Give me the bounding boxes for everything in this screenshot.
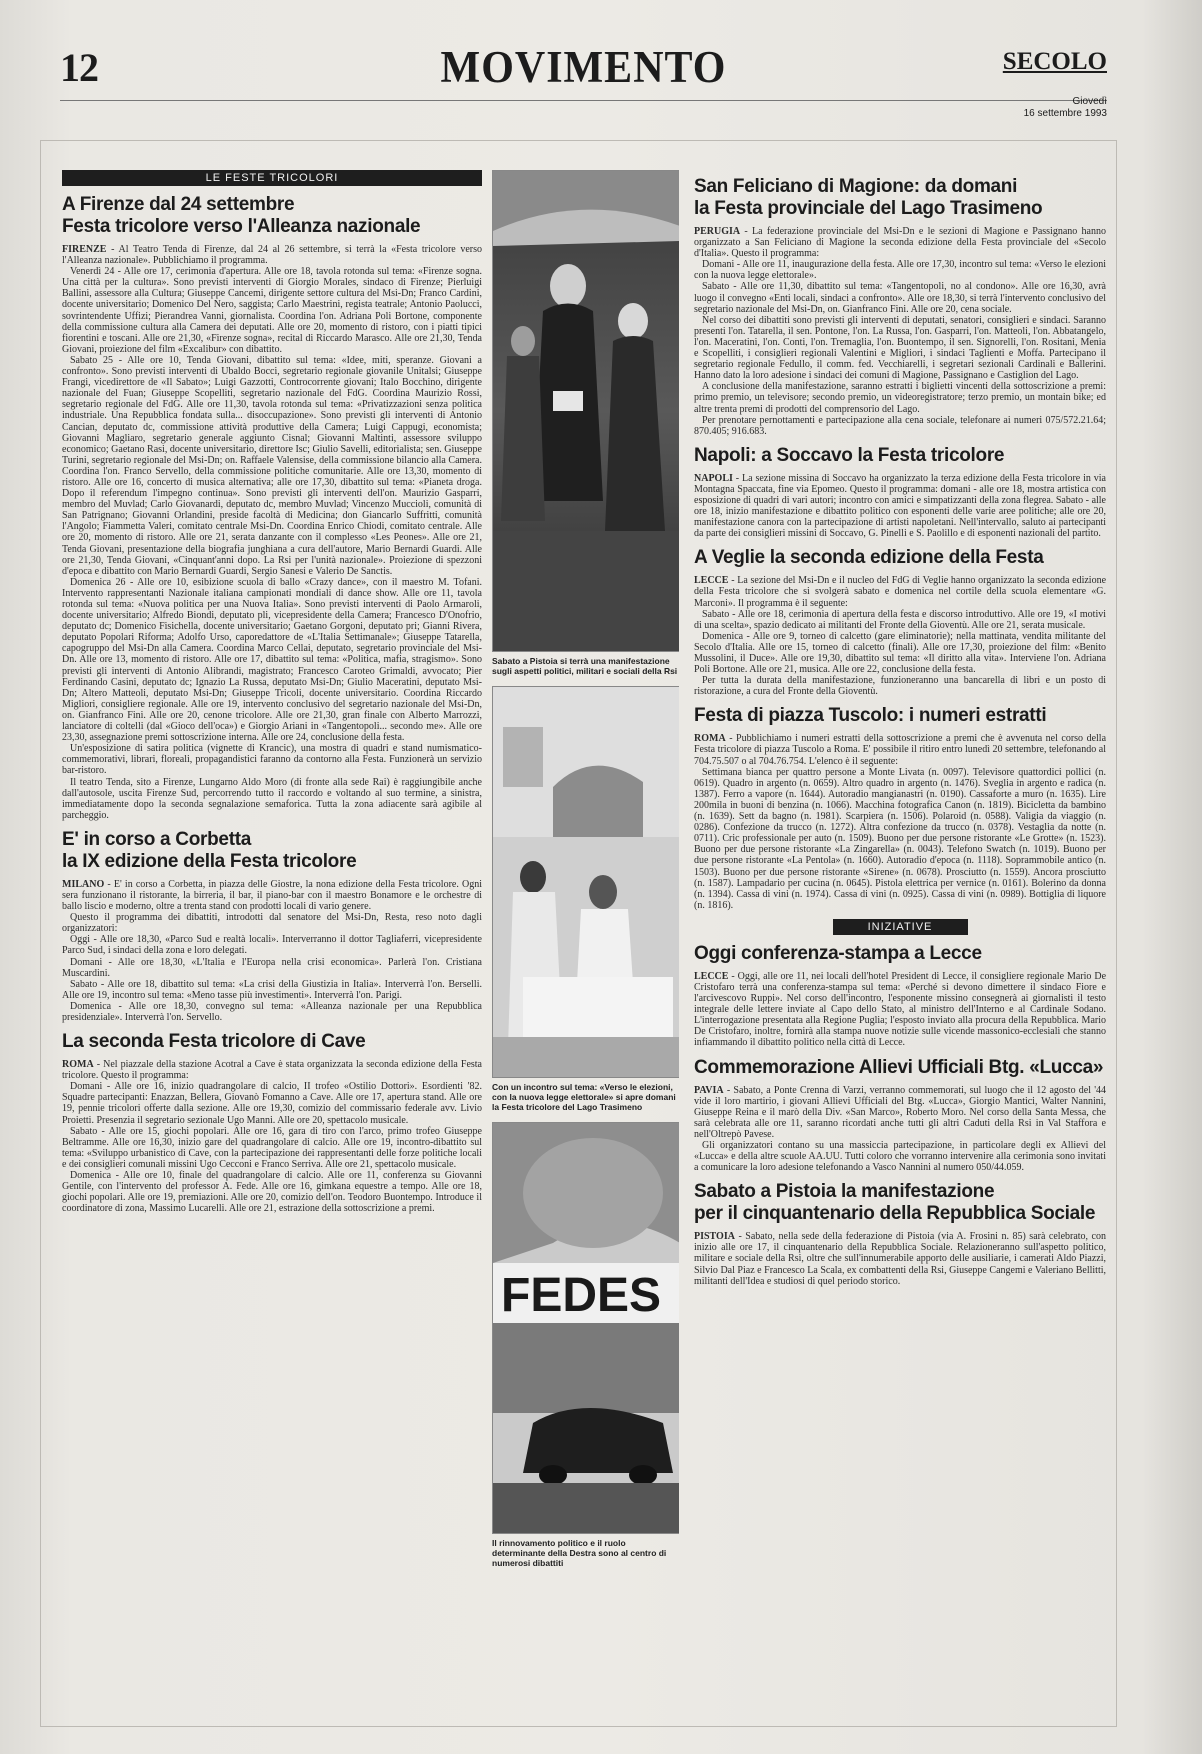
paragraph: Domenica - Alle ore 10, finale del quadrangolare di calcio. Alle ore 11, conferenza su Giovanni Gentile, con l'intervento del professor A. Fede. Alle ore 16, gimkana equestre a tempo. Alle ore 18, giochi popolari. Alle ore 19, premiazioni. Alle ore 20, comizio dell'on. Teodoro Buontempo. Introduce il coordinatore di zona, Massimo Lucarelli. Alle ore 21, estrazione della sottoscrizione a premi. — [62, 1170, 482, 1215]
article-body — [694, 473, 1106, 540]
article-body — [694, 575, 1106, 697]
paragraph: Il teatro Tenda, sito a Firenze, Lungarno Aldo Moro (di fronte alla sede Rai) è raggiungibile anche dall'autosole, uscita Firenze Sud, percorrendo tutto il raccordo e voltando al suo termine, a sinistra, immediatamente dopo la seconda segnalazione semaforica. Tutta la zona adiacente sarà agibile al parcheggio. — [62, 776, 482, 821]
article-pistoia — [694, 1181, 1106, 1286]
dateline: LECCE — [694, 575, 729, 587]
article-cave — [62, 1031, 482, 1214]
paragraph: - La sezione del Msi-Dn e il nucleo del FdG di Veglie hanno organizzato la seconda edizione della Festa tricolore che si svolgerà sabato e domenica nel cortile della scuola elementare «G. Marconi». Il programma è il seguente: — [694, 575, 1106, 609]
issue-date — [1024, 96, 1107, 120]
dateline: PERUGIA — [694, 226, 741, 237]
paragraph: Oggi - Alle ore 18,30, «Parco Sud e realtà locali». Interverranno il dottor Tagliaferri, vicepresidente Parco Sud, i sindaci della zona e loro delegati. — [62, 934, 482, 957]
dateline: MILANO — [62, 878, 105, 890]
issue-weekday: Giovedì — [1072, 96, 1107, 107]
paragraph: Domenica 26 - Alle ore 10, esibizione scuola di ballo «Crazy dance», con il maestro M. Tofani. Intervento rappresentanti Nazionale italiana campionati mondiali di dance show. Alle ore 11, tavola rotonda sul tema: «Nuova politica per una Nuova Italia». Sono previsti interventi di Paolo Armaroli, docente universitario; Alfredo Biondi, deputato pli, vicepresidente della Camera; Francesco D'Onofrio, deputato dc; Domenico Fisichella, docente universitario; Gaetano Gorgoni, deputato pri; Gianni Rivera, deputato Popolari Riforma; Adolfo Urso, caporedattore de «L'Italia Settimanale»; Giuseppe Tatarella, capogruppo del Msi-Dn alla Camera. Coordina Marco Cellai, deputato, segretario provinciale del Msi-Dn. Alle ore 13, momento di ristoro. Alle ore 17, dibattito sul tema: «Politica, mafia, stragismo». Sono previsti gli interventi di Antonio Alibrandi, magistrato; Francesco Caroteo Grimaldi, avvocato; Pier Ferdinando Casini, deputato dc; Ignazio La Russa, deputato Msi-Dn; Giulio Maceratini, deputato Msi-Dn; Altero Matteoli, deputato Msi-Dn; Giuseppe Tricoli, docente universitario. Coordina Riccardo Migliori, consigliere regionale. Alle ore 19, intervento conclusivo del segretario nazionale del Msi-Dn, on. Gianfranco Fini. Alle ore 20, cenone tricolore. Alle ore 21,30, gran finale con Alberto Marrozzi, lanciatore di coltelli (dal «Gioco dell'oca») e Giorgio Ariani in «Tangentopoli... secondo me». Alle ore 23,30, assegnazione premi sottoscrizione interna. Alle ore 24, conclusione della festa. — [62, 576, 482, 744]
headline-line-2: Festa tricolore verso l'Alleanza nazionale — [62, 216, 421, 237]
paragraph: - Pubblichiamo i numeri estratti della sottoscrizione a premi che è avvenuta nel corso della Festa tricolore di piazza Tuscolo a Roma. E' possibile il ritiro entro lunedì 20 settembre, telefonando al 704.75.507 o al 704.76.754. L'elenco è il seguente: — [694, 733, 1106, 767]
headline-line-1: A Firenze dal 24 settembre — [62, 194, 295, 215]
paragraph: Sabato - Alle ore 18, dibattito sul tema: «La crisi della Giustizia in Italia». Interverrà l'on. Berselli. Alle ore 19, incontro sul tema: «Meno tasse più investimenti». Interverrà l'on. Parigi. — [62, 978, 482, 1001]
article-lecce-press — [694, 943, 1106, 1049]
article-headline — [694, 1057, 1106, 1079]
headline-line-1: La seconda Festa tricolore di Cave — [62, 1031, 366, 1053]
headline-line-1: Oggi conferenza-stampa a Lecce — [694, 942, 982, 964]
article-headline — [62, 194, 482, 238]
left-column — [62, 170, 482, 1724]
dateline: FIRENZE — [62, 244, 107, 255]
headline-line-1: E' in corso a Corbetta — [62, 828, 252, 850]
section-tag-iniziative: INIZIATIVE — [833, 919, 968, 935]
article-headline — [694, 943, 1106, 965]
dateline: ROMA — [62, 1059, 94, 1071]
article-body — [62, 1059, 482, 1214]
issue-full-date: 16 settembre 1993 — [1023, 108, 1107, 119]
photo-caption: Sabato a Pistoia si terrà una manifestazione sugli aspetti politici, militari e sociali della Rsi — [492, 656, 678, 676]
article-tuscolo — [694, 705, 1106, 911]
headline-line-1: San Feliciano di Magione: da domani — [694, 176, 1018, 197]
headline-line-1: Commemorazione Allievi Ufficiali Btg. «Lucca» — [694, 1056, 1104, 1078]
paragraph: Domani - Alle ore 18,30, «L'Italia e l'Europa nella crisi economica». Parlerà l'on. Cristiana Muscardini. — [62, 956, 482, 979]
section-tag: LE FESTE TRICOLORI — [62, 170, 482, 186]
photo-street-banner — [492, 1122, 679, 1534]
article-headline — [694, 547, 1106, 569]
headline-line-1: Sabato a Pistoia la manifestazione — [694, 1181, 995, 1203]
photo-caption: Il rinnovamento politico e il ruolo determinante della Destra sono al centro di numerosi dibattiti — [492, 1538, 667, 1568]
article-headline — [694, 1181, 1106, 1225]
paragraph: - Nel piazzale della stazione Acotral a Cave è stata organizzata la seconda edizione della Festa tricolore. Questo il programma: — [62, 1059, 482, 1082]
photo-trasimeno-meeting — [492, 686, 679, 1078]
paragraph: Sabato 25 - Alle ore 10, Tenda Giovani, dibattito sul tema: «Idee, miti, speranze. Giovani a confronto». Sono previsti interventi di Ubaldo Bocci, segretario regionale giovanile Unitalsi; Giuseppe Frangi, vicedirettore de «Il Sabato»; Luigi Gazzotti, Controcorrente giovani; Italo Bocchino, dirigente nazionale del Fuan; Giuseppe Scopelliti, segretario nazionale del FdG. Coordina Maurizio Rossi, segretario regionale del FdG. Alle ore 11,30, tavola rotonda sul tema: «Privatizzazioni senza politica industriale. Una Repubblica fondata sulla... disoccupazione». Sono previsti gli interventi di Antonio Cancian, deputato dc, commissione attività produttive della Camera; Luigi Cappugi, economista; Giovanni Magliaro, segretario generale aggiunto Cisnal; Giovanni Maltinti, assessore sviluppo economico; Gaetano Rasi, docente universitario, direttore Isc; Giulio Savelli, editorialista; sen. Giuseppe Turini, segretario regionale del Msi-Dn; on. Raffaele Valensise, della commissione bilancio alla Camera. Coordina l'on. Franco Servello, della commissione politiche comunitarie. Alle ore 13,30, momento di ristoro. Alle ore 16, concerto di musica alternativa; alle ore 17,30, dibattito sul tema: «Pianeta droga. Dopo il referendum l'impegno continua». Sono previsti gli interventi dell'on. Maurizio Gasparri, membro del Muvlad; Carlo Giovanardi, deputato dc, membro Muvlad; Vincenzo Muccioli, comunità di San Patrignano; Giovanni Orlandini, preside facoltà di Medicina; don Giancarlo Suffritti, comunità l'Angolo; Fiammetta Valeri, comitato centrale Msi-Dn. Coordina Enrico Chiodi, comitato centrale. Alle ore 20, momento di ristoro. Alle ore 21, serata danzante con il complesso «Les Peones». Alle ore 21, Tenda Giovani, presentazione della biografia junghiana a cura dell'autore, Mario Bernardi Guardi. Alle ore 21,30, Tenda Giovani, «Cinquant'anni dopo. La Rsi per l'unità nazionale». Proiezione di spezzoni d'epoca e dibattito con Mario Bernardi Guardi, Sergio Sanesi e Valerio De Sanctis. — [62, 354, 482, 577]
paragraph: Per prenotare pernottamenti e partecipazione alla cena sociale, telefonare ai numeri 075/572.21.64; 870.405; 916.683. — [694, 414, 1106, 437]
headline-line-2: la Festa provinciale del Lago Trasimeno — [694, 198, 1043, 219]
headline-line-1: Napoli: a Soccavo la Festa tricolore — [694, 444, 1005, 466]
paragraph: Domenica - Alle ore 18,30, convegno sul tema: «Alleanza nazionale per una Repubblica presidenziale». Interverrà l'on. Servello. — [62, 1000, 482, 1023]
masthead — [60, 40, 1107, 119]
paragraph: - Oggi, alle ore 11, nei locali dell'hotel President di Lecce, il consigliere regionale Mario De Cristofaro terrà una conferenza-stampa sul tema: «Perché si devono dimettere il sindaco Fiore e l'arcivescovo Ruppi». Nel corso dell'incontro, l'esponente missino consegnerà ai giornalisti il testo integrale delle lettere inviate al Capo dello Stato, al ministro dell'Interno e al Cardinale Sodano. L'interrogazione presentata alla Regione Puglia; l'esposto inviato alla procura della Repubblica. Mario De Cristofaro, inoltre, fornirà alla stampa nuove notizie sulle vicende massonico-ecclesiali che stanno infiammando il dibattito politico nella città di Lecce. — [694, 970, 1106, 1049]
dateline: PAVIA — [694, 1084, 724, 1096]
article-headline — [62, 829, 482, 873]
article-headline — [694, 705, 1106, 727]
paragraph: Nel corso dei dibattiti sono previsti gli interventi di deputati, senatori, consiglieri e sindaci. Saranno presenti l'on. Tatarella, il sen. Pontone, l'on. La Russa, l'on. Gasparri, l'on. Matteoli, l'on. Abbatangelo, l'on. Maceratini, l'on. Conti, l'on. Tremaglia, l'on. Buontempo, il sen. Signorelli, l'on. Rositani, Menia e Scopelliti, i consiglieri regionali Valentini e Migliori, i sindaci Taglienti e Moffa. Partecipano il segretario regionale Fedullo, il comm. fed. Vecchiarelli, i segretari sezionali Cardinali e Ballerini. Hanno dato la loro adesione i sindaci dei comuni di Magione, Passignano e Castiglion del Lago. — [694, 314, 1106, 382]
article-body — [694, 1085, 1106, 1174]
photo-image — [493, 171, 679, 651]
headline-line-2: per il cinquantenario della Repubblica Sociale — [694, 1203, 1096, 1225]
page-number: 12 — [60, 45, 98, 90]
section-title: MOVIMENTO — [440, 43, 727, 93]
right-column — [694, 170, 1106, 1724]
article-body — [62, 244, 482, 821]
headline-line-2: la IX edizione della Festa tricolore — [62, 850, 357, 872]
dateline: ROMA — [694, 733, 726, 745]
paragraph: - E' in corso a Corbetta, in piazza delle Giostre, la nona edizione della Festa tricolore. Ogni sera funzionano il ristorante, la birreria, il bar, il piano-bar con il maestro Bonamore e le orchestre di ballo liscio e moderno, oltre a trenta stand con prodotti locali di vario genere. — [62, 878, 482, 913]
paragraph: Un'esposizione di satira politica (vignette di Krancic), una mostra di quadri e stand numismatico-commemorativi, librari, floreali, propagandistici faranno da contorno alla Festa. Funzionerà un servizio bar-ristoro. — [62, 743, 482, 777]
article-magione — [694, 176, 1106, 437]
dateline: LECCE — [694, 970, 729, 982]
paragraph: Sabato - Alle ore 11,30, dibattito sul tema: «Tangentopoli, no al condono». Alle ore 16,30, avrà luogo il convegno «Enti locali, sindaci a confronto». Alle ore 18,30, si terrà l'intervento conclusivo del segretario nazionale del Msi-Dn, on. Gianfranco Fini. Alle ore 20, cena sociale. — [694, 281, 1106, 315]
photo-caption: Con un incontro sul tema: «Verso le elezioni, con la nuova legge elettorale» si apre domani la Festa tricolore del Lago Trasimeno — [492, 1082, 676, 1112]
banner-text: FEDES — [501, 1269, 662, 1322]
article-body — [694, 971, 1106, 1049]
paragraph: - Sabato, a Ponte Crenna di Varzi, verranno commemorati, sul luogo che il 12 agosto del '44 vide il loro martirio, i giovani Allievi Ufficiali del Btg. «Lucca», Giorgio Mantici, Walter Nannini, Giuseppe Reina e il marò della Div. «San Marco», Roberto Moro. Nel corso della Santa Messa, che sarà celebrata alle ore 11, saranno ricordati anche tutti gli altri Caduti della Rsi in Val Staffora e nell'Oltrepò Pavese. — [694, 1084, 1106, 1140]
article-body — [62, 879, 482, 1023]
dateline: NAPOLI — [694, 472, 733, 484]
article-body — [694, 733, 1106, 911]
paragraph: Domenica - Alle ore 9, torneo di calcetto (gare eliminatorie); nella mattinata, vendita militante del Secolo d'Italia. Alle ore 15, torneo di calcetto (finali). Alle ore 17,30, proiezione del film: «Benito Mussolini, il Duce». Alle ore 19,30, dibattito sul tema: «Il diritto alla vita». Interviene l'on. Adriana Poli Bortone. Alle ore 21, musica. Alle ore 22, conclusione della festa. — [694, 630, 1106, 676]
paragraph: Domani - Alle ore 11, inaugurazione della festa. Alle ore 17,30, incontro sul tema: «Verso le elezioni con la nuova legge elettorale». — [694, 259, 1106, 282]
photo-image — [493, 1123, 679, 1533]
headline-line-1: A Veglie la seconda edizione della Festa — [694, 547, 1044, 569]
paragraph: - La sezione missina di Soccavo ha organizzato la terza edizione della Festa tricolore in via Montagna Spaccata, fine via Epomeo. Questo il programma: domani - alle ore 18, mostra artistica con esposizione di quadri di vari autori; incontro con amici e simpatizzanti della zona flegrea. Sabato - alle ore 18, inizio manifestazione e dibattito politico con esponenti delle varie aree politiche; alle ore 20, manifestazione canora con la partecipazione di artisti napoletani. Nell'intervallo, saluto ai partecipanti da parte dei consiglieri missini di Soccavo, G. Pinelli e S. Paolillo e di esponenti nazionali del partito. — [694, 472, 1106, 540]
photo-column — [492, 170, 679, 1724]
paragraph: - La federazione provinciale del Msi-Dn e le sezioni di Magione e Passignano hanno organizzato a San Feliciano di Magione la seconda edizione della Festa provinciale del «Secolo d'Italia». Questo il programma: — [694, 226, 1106, 260]
article-headline — [694, 445, 1106, 467]
article-body — [694, 226, 1106, 437]
paragraph: Settimana bianca per quattro persone a Monte Livata (n. 0097). Televisore quattordici pollici (n. 0619). Quadro in argento (n. 0659). Altro quadro in argento (n. 1476). Sveglia in argento e radica (n. 1387). Ferro a vapore (n. 1644). Autoradio mangianastri (n. 0190). Cassaforte a muro (n. 1635). Lire 200mila in buoni di benzina (n. 1066). Macchina fotografica Canon (n. 1819). Bicicletta da bambino (n. 1639). Sett da bagno (n. 1981). Scarpiera (n. 1506). Polaroid (n. 0588). Valigia da viaggio (n. 0286). Confezione da trucco (n. 1272). Altra confezione da trucco (n. 0378). Vestaglia da notte (n. 0711). Cric professionale per auto (n. 1509). Buono per due persone ristorante «Le Grotte» (n. 1523). Buono per due persone ristorante «La Zingarella» (n. 0043). Telefono Swatch (n. 1019). Buono per due persone ristorante «La Pentola» (n. 1660). Autoradio d'epoca (n. 1118). Soprammobile antico (n. 1503). Buono per due persone ristorante «Sirene» (n. 0678). Prosciutto (n. 1559). Ancora prosciutto (n. 1587). Lampadario per cucina (n. 0645). Pistola elettrica per vernice (n. 0161). Bolerino da donna (n. 1394). Cassa di vini (n. 1974). Cassa di vini (n. 0925). Cassa di vini (n. 0989). Bottiglia di liquore (n. 1816). — [694, 766, 1106, 911]
paragraph: Venerdì 24 - Alle ore 17, cerimonia d'apertura. Alle ore 18, tavola rotonda sul tema: «Firenze sogna. Una città per la cultura». Sono previsti interventi di Giorgio Morales, sindaco di Firenze; Pierluigi Ballini, assessore alla Cultura; Giuseppe Cancemi, dirigente settore cultura del Msi-Dn; Franco Cardini, docente universitario; Domenico Del Nero, saggista; Carlo Maestrini, regista teatrale; Antonio Paolucci, sovrintendente Uffizi; Pierandrea Vanni, giornalista. Coordina l'on. Adriana Poli Bortone, componente della commissione cultura alla Camera dei deputati. Alle ore 20, momento di ristoro, con i piatti tipici fiorentini e toscani. Alle ore 21,30, «Firenze sogna», recital di Riccardo Marasco. Alle ore 21,30, Tenda Giovani, proiezione del film «Excalibur» con dibattito. — [62, 266, 482, 355]
paragraph: A conclusione della manifestazione, saranno estratti i biglietti vincenti della sottoscrizione a premi: primo premio, un televisore; secondo premio, un videoregistratore; terzo premio, un montain bike; ed altre trenta premi di prodotti del comprensorio del Lago. — [694, 381, 1106, 415]
paragraph: Sabato - Alle ore 18, cerimonia di apertura della festa e discorso introduttivo. Alle ore 19, «I motivi di una scelta», spazio dedicato ai militanti del Fronte della Gioventù. Alle ore 21, serata musicale. — [694, 608, 1106, 631]
article-body — [694, 1231, 1106, 1286]
article-lucca — [694, 1057, 1106, 1174]
paragraph: - Sabato, nella sede della federazione di Pistoia (via A. Frosini n. 85) sarà celebrato, con inizio alle ore 17, il cinquantenario della Repubblica Sociale. Relazioneranno sull'aspetto politico, militare e sociale della Rsi, oltre che sull'innumerabile apporto delle ausiliarie, i camerati Aldo Piazzi, Silvio Dal Piaz e Francesco La Scala, ex combattenti della Rsi, Giuseppe Cangemi e Valeriano Bellitti, militanti dell'Idea e studiosi di quel periodo storico. — [694, 1231, 1106, 1287]
article-headline — [694, 176, 1106, 220]
paragraph: Per tutta la durata della manifestazione, funzioneranno una bancarella di libri e un posto di ristorazione, a cura del Fronte della Gioventù. — [694, 675, 1106, 698]
paragraph: Domani - Alle ore 16, inizio quadrangolare di calcio, II trofeo «Ostilio Dottori». Esordienti '82. Squadre partecipanti: Enazzan, Bellera, Giovanò Fomanno a Cave. Alle ore 17, apertura stand. Alle ore 19, pennie tricolori offerte dalla sezione. Alle ore 19,30, comizio del commissario federale avv. Livio Proietti. Presenzia il segretario sezionale Ugo Manni. Alle ore 20, spettacolo musicale. — [62, 1081, 482, 1126]
photo-pistoia-rally — [492, 170, 679, 652]
paper-logo: SECOLO — [1002, 48, 1107, 75]
article-veglie — [694, 547, 1106, 697]
article-firenze — [62, 194, 482, 821]
article-soccavo — [694, 445, 1106, 540]
paragraph: Questo il programma dei dibattiti, introdotti dal senatore del Msi-Dn, Resta, reso noto dagli organizzatori: — [62, 912, 482, 935]
paragraph: Gli organizzatori contano su una massiccia partecipazione, in particolare degli ex Allievi del «Lucca» e della altre scuole AA.UU. Tutti coloro che vorranno intervenire alla cerimonia sono invitati a comunicare la loro adesione telefonando a Vasco Nannini al numero 050/44.059. — [694, 1140, 1106, 1174]
article-headline — [62, 1031, 482, 1053]
photo-image — [493, 687, 679, 1077]
paragraph: - Al Teatro Tenda di Firenze, dal 24 al 26 settembre, si terrà la «Festa tricolore verso l'Alleanza nazionale». Pubblichiamo il programma. — [62, 244, 482, 267]
article-corbetta — [62, 829, 482, 1023]
dateline: PISTOIA — [694, 1231, 735, 1243]
paragraph: Sabato - Alle ore 15, giochi popolari. Alle ore 16, gara di tiro con l'arco, primo trofeo Giuseppe Beltramme. Alle ore 16,30, inizio gare del quadrangolare di calcio. Alle ore 19, incontro-dibattito sul tema: «Sviluppo urbanistico di Cave, con la partecipazione dei rappresentanti delle forze politiche locali e dei consiglieri comunali missini Ugo Cecconi e Franco Serriva. Alle ore 21, spettacolo musicale. — [62, 1125, 482, 1170]
headline-line-1: Festa di piazza Tuscolo: i numeri estratti — [694, 705, 1047, 727]
